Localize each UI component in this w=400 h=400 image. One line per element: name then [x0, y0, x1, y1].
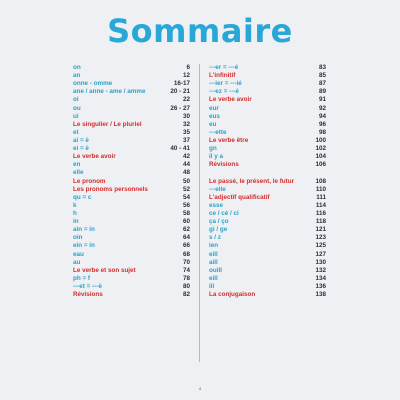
toc-entry [73, 169, 190, 177]
toc-entry-page: 66 [182, 242, 190, 250]
toc-entry-label: ai = è [73, 136, 89, 144]
toc-entry-page: 92 [318, 104, 326, 112]
toc-entry-page: 85 [318, 72, 326, 80]
toc-entry-page: 52 [182, 185, 190, 193]
toc-entry [73, 105, 190, 113]
toc-entry-label: Le verbe avoir [73, 153, 116, 161]
toc-entry-label: ça / ço [209, 218, 229, 226]
toc-entry-page: 125 [315, 242, 326, 250]
toc-entry-page: 130 [315, 258, 326, 266]
toc-entry [209, 275, 326, 283]
toc-entry-label: eur [209, 104, 219, 112]
toc-entry-page: 116 [315, 210, 326, 218]
toc-entry-label: ---er = ---é [209, 63, 239, 71]
toc-entry [209, 80, 326, 88]
toc-entry-label: s / z [209, 234, 221, 242]
toc-entry [209, 242, 326, 250]
toc-entry-page: 100 [315, 136, 326, 144]
toc-entry [209, 72, 326, 80]
toc-entry-label: ce / cé / ci [209, 210, 239, 218]
toc-entry [73, 283, 190, 291]
toc-entry-label: ein = in [73, 242, 95, 250]
toc-entry [209, 88, 326, 96]
toc-entry-page: 87 [318, 80, 326, 88]
toc-entry-page: 89 [318, 88, 326, 96]
toc-entry-label: eus [209, 112, 220, 120]
toc-entry-label: oin [73, 234, 83, 242]
toc-entry [209, 145, 326, 153]
toc-entry [73, 88, 190, 96]
toc-entry [209, 96, 326, 104]
toc-entry-page: 54 [182, 193, 190, 201]
toc-entry-page: 50 [182, 177, 190, 185]
toc-entry-page: 30 [182, 112, 190, 120]
toc-entry [73, 194, 190, 202]
toc-entry-page: 83 [318, 63, 326, 71]
toc-entry [73, 242, 190, 250]
toc-entry-page: 118 [315, 218, 326, 226]
toc-entry-label: eill [209, 250, 218, 258]
toc-entry-page: 96 [318, 120, 326, 128]
toc-entry [73, 178, 190, 186]
toc-entry-label: eill [209, 274, 218, 282]
toc-entry-label: ouill [209, 266, 222, 274]
toc-entry-label: elle [73, 169, 84, 177]
toc-entry [73, 234, 190, 242]
toc-entry-label: on [73, 63, 81, 71]
toc-entry [73, 64, 190, 72]
toc-entry-label: et [73, 128, 79, 136]
toc-entry [209, 161, 326, 169]
toc-entry-page: 56 [182, 201, 190, 209]
toc-entry-label: Révisions [73, 291, 103, 299]
toc-entry-page: 16-17 [173, 80, 190, 88]
toc-entry-label: ill [209, 283, 215, 291]
toc-entry-label: eau [73, 250, 84, 258]
toc-entry-label: ---ier = ---ié [209, 80, 242, 88]
toc-entry-page: 12 [182, 72, 190, 80]
toc-entry-page: 104 [315, 153, 326, 161]
toc-entry-page: 106 [315, 161, 326, 169]
toc-entry-page: 58 [182, 209, 190, 217]
toc-entry [73, 72, 190, 80]
page-number: 4 [198, 386, 202, 391]
toc-entry-page: 102 [315, 145, 326, 153]
toc-entry [209, 186, 326, 194]
toc-entry [73, 251, 190, 259]
toc-entry-page: 82 [182, 291, 190, 299]
toc-entry-page: 22 [182, 96, 190, 104]
toc-entry [209, 194, 326, 202]
toc-entry-page: 62 [182, 226, 190, 234]
toc-entry-page: 132 [315, 266, 326, 274]
toc-entry-page: 6 [186, 63, 190, 71]
toc-entry-label: Le pronom [73, 177, 106, 185]
toc-entry-label: Le verbe être [209, 136, 249, 144]
toc-entry-page: 70 [182, 258, 190, 266]
toc-entry [73, 275, 190, 283]
toc-entry-page: 32 [182, 120, 190, 128]
toc-entry-label: ---ette [209, 128, 227, 136]
toc-entry-page: 64 [182, 234, 190, 242]
toc-entry-page: 74 [182, 266, 190, 274]
toc-entry-label: ei = è [73, 145, 89, 153]
toc-entry-page: 44 [182, 161, 190, 169]
toc-entry-label: L'adjectif qualificatif [209, 193, 270, 201]
toc-right-column [209, 64, 326, 299]
toc-entry-label: oi [73, 96, 79, 104]
toc-entry [73, 218, 190, 226]
toc-entry [209, 210, 326, 218]
toc-entry-label: ---et = ---è [73, 282, 102, 290]
toc-entry [73, 121, 190, 129]
toc-entry [73, 186, 190, 194]
toc-entry-label: ou [73, 104, 81, 112]
toc-entry [73, 202, 190, 210]
toc-entry-label: Les pronoms personnels [73, 185, 148, 193]
toc-entry [209, 169, 326, 185]
toc-entry [209, 226, 326, 234]
toc-entry-label: qu = c [73, 193, 92, 201]
toc-entry [209, 64, 326, 72]
toc-entry-page: 78 [182, 274, 190, 282]
toc-entry-page: 37 [182, 136, 190, 144]
toc-entry-label: ien [209, 242, 219, 250]
toc-entry [209, 202, 326, 210]
toc-entry [73, 267, 190, 275]
toc-entry-page: 94 [318, 112, 326, 120]
toc-entry [73, 145, 190, 153]
toc-entry [73, 113, 190, 121]
toc-entry [209, 121, 326, 129]
toc-entry [73, 153, 190, 161]
toc-entry-label: aill [209, 258, 218, 266]
toc-entry-label: gn [209, 145, 217, 153]
toc-entry-page: 110 [315, 185, 326, 193]
column-divider [199, 64, 200, 362]
toc-entry [209, 113, 326, 121]
toc-entry-label: Le singulier / Le pluriel [73, 120, 142, 128]
toc-entry [209, 291, 326, 299]
toc-entry-page: 134 [315, 274, 326, 282]
toc-entry-page: 42 [182, 153, 190, 161]
toc-entry-label: onne - omme [73, 80, 113, 88]
toc-entry [209, 218, 326, 226]
toc-entry-page: 114 [315, 201, 326, 209]
toc-entry [73, 210, 190, 218]
toc-entry [73, 226, 190, 234]
toc-entry-page: 127 [315, 250, 326, 258]
toc-entry [209, 283, 326, 291]
toc-entry [73, 259, 190, 267]
toc-entry-label: k [73, 201, 77, 209]
toc-entry-label: L'infinitif [209, 72, 236, 80]
toc-entry [73, 80, 190, 88]
toc-entry-label: ph = f [73, 274, 90, 282]
toc-entry-label: h [73, 209, 77, 217]
toc-entry-page: 60 [182, 218, 190, 226]
page-title: Sommaire [107, 12, 293, 50]
toc-entry-page: 40 - 41 [170, 145, 190, 153]
toc-entry [209, 234, 326, 242]
toc-entry [73, 129, 190, 137]
toc-entry-label: Le passé, le présent, le futur [209, 178, 295, 186]
toc-entry-label: an [73, 72, 81, 80]
toc-entry [209, 137, 326, 145]
toc-entry-label: in [73, 218, 79, 226]
toc-entry-label: Le verbe avoir [209, 96, 252, 104]
toc-entry-page: 136 [315, 283, 326, 291]
toc-entry-page: 98 [318, 128, 326, 136]
toc-entry [73, 137, 190, 145]
toc-left-column [73, 64, 190, 299]
toc-entry-label: gi / ge [209, 226, 228, 234]
toc-entry-label: eu [209, 120, 217, 128]
toc-entry [73, 161, 190, 169]
toc-entry-label: ---elle [209, 185, 226, 193]
toc-entry-page: 48 [182, 169, 190, 177]
toc-entry-label: au [73, 258, 81, 266]
toc-entry [73, 96, 190, 104]
toc-entry-label: ane / anne - ame / amme [73, 88, 146, 96]
toc-entry-label: Le verbe et son sujet [73, 266, 136, 274]
toc-entry-page: 138 [315, 291, 326, 299]
toc-entry-label: Révisions [209, 161, 239, 169]
toc-entry-label: il y a [209, 153, 224, 161]
toc-entry-label: ui [73, 112, 79, 120]
toc-entry [209, 153, 326, 161]
toc-entry-label: ain = in [73, 226, 95, 234]
toc-entry-label: ---ez = ---é [209, 88, 239, 96]
toc-entry [209, 251, 326, 259]
toc-entry [209, 259, 326, 267]
toc-entry [209, 129, 326, 137]
toc-entry-page: 20 - 21 [170, 88, 190, 96]
toc-entry-page: 26 - 27 [170, 104, 190, 112]
toc-entry-page: 108 [315, 178, 326, 186]
toc-entry [209, 105, 326, 113]
toc-entry-page: 80 [182, 282, 190, 290]
toc-entry-label: La conjugaison [209, 291, 256, 299]
toc-entry-label: en [73, 161, 81, 169]
toc-entry-page: 123 [315, 234, 326, 242]
toc-entry [73, 291, 190, 299]
toc-entry-page: 91 [318, 96, 326, 104]
toc-entry-page: 111 [316, 193, 326, 201]
toc-entry-page: 68 [182, 250, 190, 258]
toc-entry-page: 121 [315, 226, 326, 234]
toc-entry [209, 267, 326, 275]
toc-entry-page: 35 [182, 128, 190, 136]
toc-entry-label: esse [209, 201, 224, 209]
